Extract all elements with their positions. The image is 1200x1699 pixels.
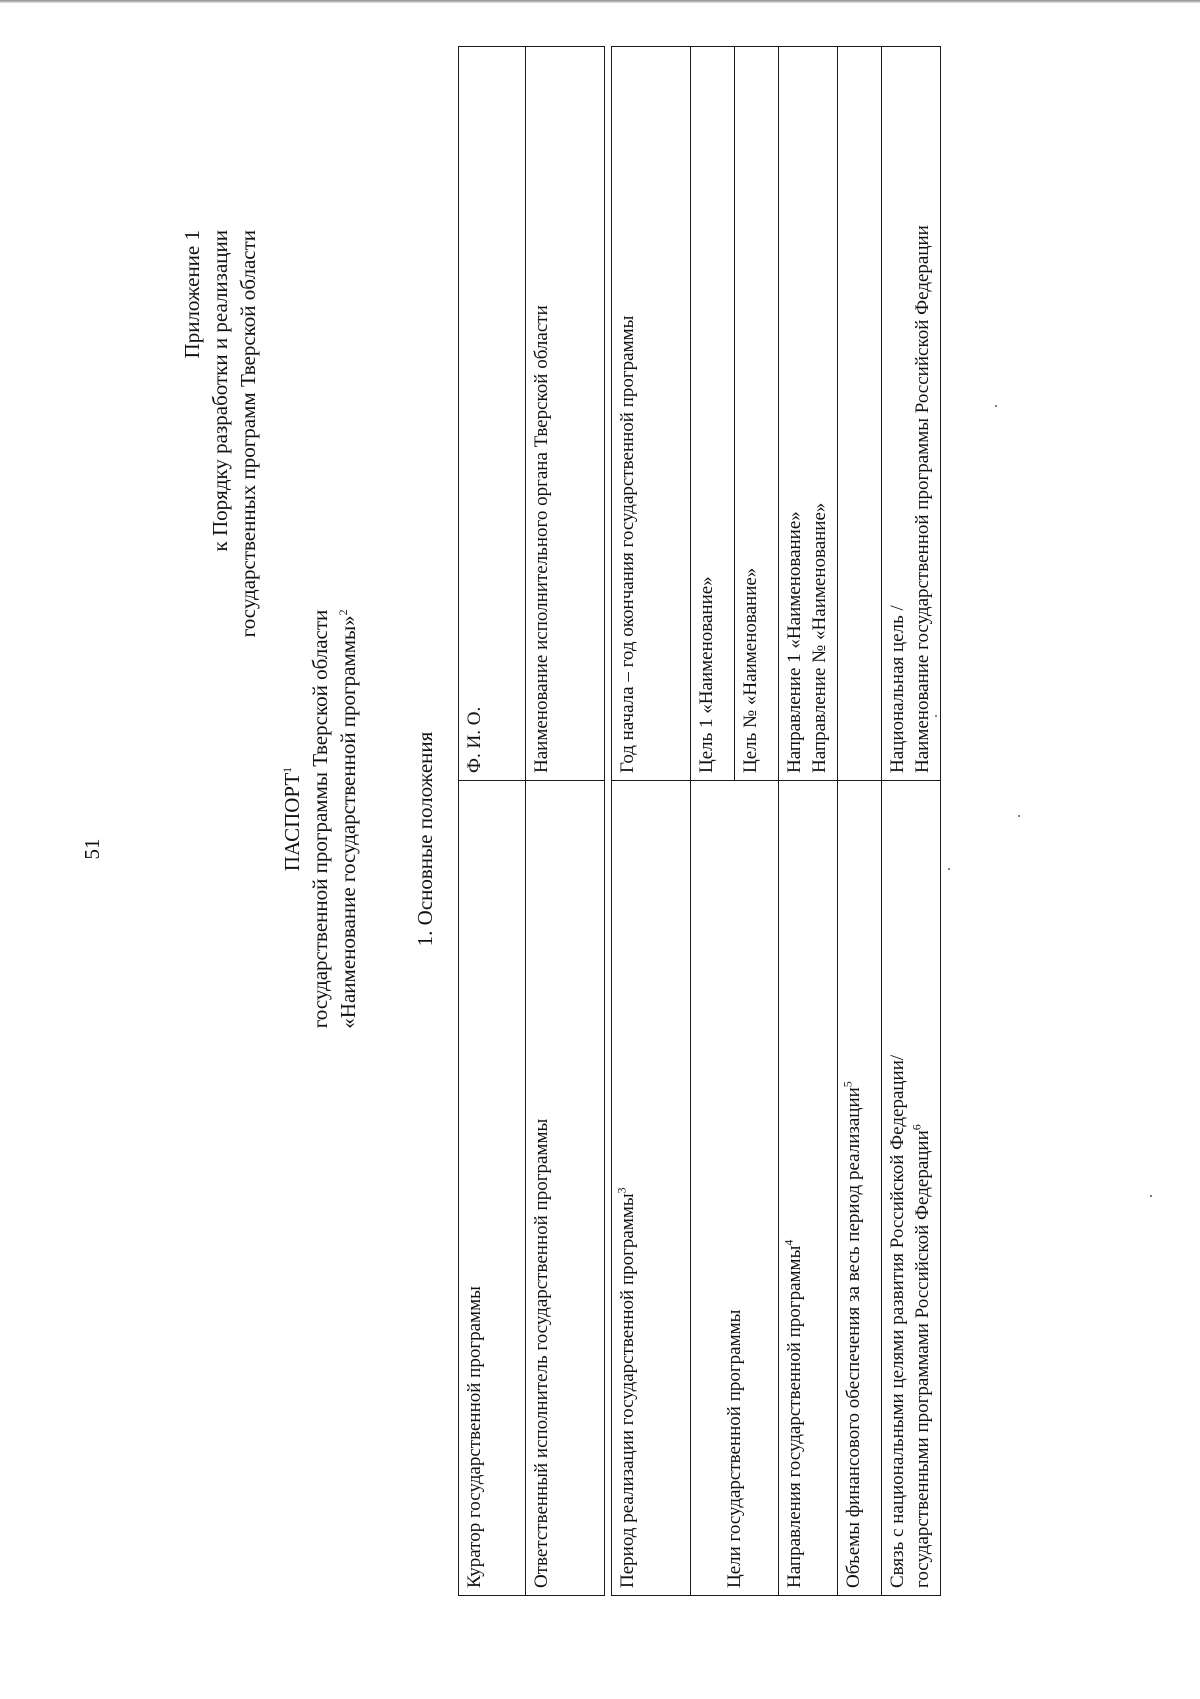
directions-label [779,781,838,1596]
document-title [278,559,362,1079]
appendix-line-1: Приложение 1 [180,230,204,359]
period-label-text: Период реализации государственной программы [617,1193,638,1588]
appendix-line-3: государственных программ Тверской области [236,230,260,638]
table-row-national-goals [882,47,941,1596]
footnote-ref-2: 2 [336,609,350,616]
scan-speck [1150,1195,1152,1197]
executor-label: Ответственный исполнитель государственной программы [526,781,605,1596]
period-label [612,781,691,1596]
scan-speck [935,715,937,717]
footnote-ref-1: 1 [280,766,294,773]
period-value: Год начала – год окончания государственной программы [612,47,691,781]
national-goals-value [882,47,941,781]
table-row-curator [459,47,526,1596]
section-title: 1. Основные положения [413,731,437,947]
footnote-ref-4: 4 [781,1239,796,1246]
title-program-name: «Наименование государственной программы» [336,615,360,1029]
scan-speck [948,868,950,870]
gap-cell [605,47,612,781]
scan-speck [1018,815,1020,817]
footnote-ref-6: 6 [909,1124,924,1131]
table-row-directions [779,47,838,1596]
scan-speck [995,405,997,407]
footnote-ref-3: 3 [614,1187,629,1194]
appendix-line-2: к Порядку разработки и реализации [208,230,232,552]
national-goals-label-line-2 [910,788,935,1588]
title-line-2: государственной программы Тверской области [308,609,332,1029]
title-passport: ПАСПОРТ [280,772,304,872]
funding-label [838,781,882,1596]
goal-1-value: Цель 1 «Наименование» [691,47,735,781]
national-goals-label [882,781,941,1596]
national-goals-label-line-1: Связь с национальными целями развития Российской Федерации/ [887,1054,908,1588]
table-row-goals [691,47,735,1596]
national-goals-label-text-2: государственными программами Российской Федерации [912,1130,933,1588]
national-goal-line: Национальная цель / [887,605,908,773]
direction-n: Направление № «Наименование» [809,502,830,773]
table-row-executor [526,47,605,1596]
funding-value [838,47,882,781]
title-line-3 [334,559,362,1079]
funding-label-text: Объемы финансового обеспечения за весь период реализации [843,1087,864,1588]
footnote-ref-5: 5 [840,1081,855,1088]
curator-label: Куратор государственной программы [459,781,526,1596]
table-row-funding [838,47,882,1596]
passport-table [458,46,941,1596]
title-line-1 [278,559,306,1079]
federal-program-line: Наименование государственной программы Российской Федерации [912,225,933,773]
directions-value [779,47,838,781]
appendix-note [178,230,262,637]
directions-label-text: Направления государственной программы [784,1245,805,1588]
page-number: 51 [80,838,104,860]
curator-value: Ф. И. О. [459,47,526,781]
table-gap [605,47,612,1596]
goals-label: Цели государственной программы [691,781,779,1596]
executor-value: Наименование исполнительного органа Тверской области [526,47,605,781]
table-row-period [612,47,691,1596]
goal-n-value: Цель № «Наименование» [735,47,779,781]
direction-1: Направление 1 «Наименование» [784,511,805,773]
gap-cell [605,781,612,1596]
